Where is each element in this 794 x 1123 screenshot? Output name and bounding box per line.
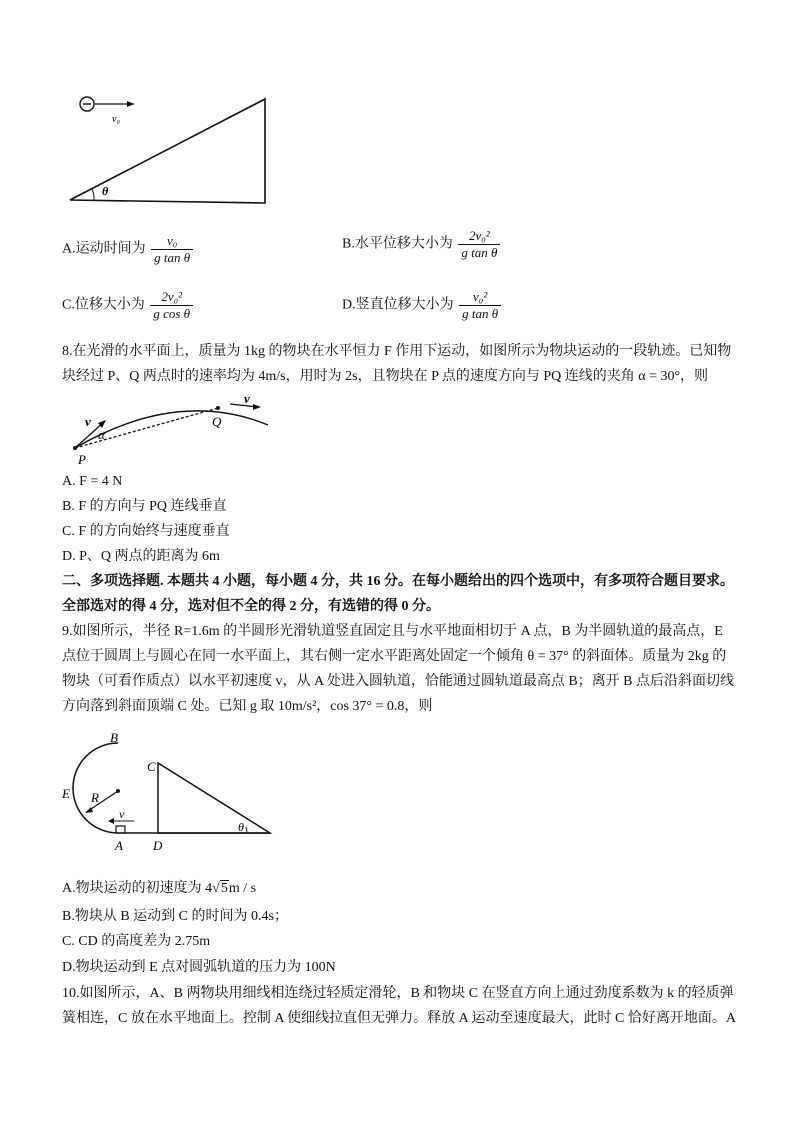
svg-text:A: A bbox=[115, 838, 123, 853]
block bbox=[116, 826, 125, 833]
theta-arc bbox=[92, 189, 94, 200]
q9-stem-line3: 物块（可看作质点）以水平初速度 v，从 A 处进入圆轨道，恰能通过圆轨道最高点 B；离开 B 点后沿斜面切线 bbox=[62, 674, 735, 689]
q9-stem-line4: 方向落到斜面顶端 C 处。已知 g 取 10m/s²，cos 37° = 0.8，则 bbox=[62, 699, 433, 714]
svg-text:R: R bbox=[91, 790, 99, 805]
sqrt-sign: √ bbox=[212, 881, 220, 896]
q9-option-b[interactable]: B.物块从 B 运动到 C 的时间为 0.4s； bbox=[62, 909, 288, 924]
q7-opt-a-fraction: $\frac{\text{v₀}}{\text{g tan θ}}$ bbox=[151, 233, 193, 266]
incline-body bbox=[158, 763, 270, 833]
q10-stem-line2: 簧相连，C 放在水平地面上。控制 A 使细线拉直但无弹力。释放 A 运动至速度最大，此时 C 恰好离开地面。A bbox=[62, 1011, 736, 1026]
q8-option-d[interactable]: D. P、Q 两点的距离为 6m bbox=[62, 549, 220, 564]
q7-option-c[interactable]: C.位移大小为 $\frac{\text{2v₀²}}{\text{g cos θ}}$ bbox=[62, 289, 193, 322]
theta-label: θ bbox=[102, 184, 109, 198]
q7-option-a[interactable]: A.运动时间为 $\frac{\text{v₀}}{\text{g tan θ}}$ bbox=[62, 233, 193, 266]
q8-stem-line2: 块经过 P、Q 两点时的速率均为 4m/s，用时为 2s，且物块在 P 点的速度方向与 PQ 连线的夹角 α = 30°，则 bbox=[62, 369, 709, 384]
section2-heading-line2: 全部选对的得 4 分，选对但不全的得 2 分，有选错的得 0 分。 bbox=[62, 599, 440, 614]
q8-option-b[interactable]: B. F 的方向与 PQ 连线垂直 bbox=[62, 499, 227, 514]
q7-opt-c-fraction: $\frac{\text{2v₀²}}{\text{g cos θ}}$ bbox=[150, 289, 193, 322]
v0-label: v₀ bbox=[112, 114, 120, 125]
svg-text:v: v bbox=[85, 414, 91, 429]
q9-option-a[interactable]: A.物块运动的初速度为 4√5m / s bbox=[62, 881, 257, 896]
q7-opt-d-fraction: $\frac{\text{v₀²}}{\text{g tan θ}}$ bbox=[459, 289, 501, 322]
q8-trajectory-figure bbox=[68, 392, 278, 467]
q7-opt-b-fraction: $\frac{\text{2v₀²}}{\text{g tan θ}}$ bbox=[458, 228, 500, 261]
svg-text:P: P bbox=[78, 452, 86, 467]
svg-text:v: v bbox=[244, 392, 250, 406]
q8-option-a[interactable]: A. F = 4 N bbox=[62, 474, 123, 489]
svg-text:C: C bbox=[147, 759, 156, 774]
q8-stem-line1: 8.在光滑的水平面上，质量为 1kg 的物块在水平恒力 F 作用下运动，如图所示为物块运动的一段轨迹。已知物 bbox=[62, 344, 732, 359]
svg-text:Q: Q bbox=[212, 414, 222, 429]
q7-option-b[interactable]: B.水平位移大小为 $\frac{\text{2v₀²}}{\text{g tan θ}}$ bbox=[342, 228, 500, 261]
svg-text:v: v bbox=[119, 807, 125, 821]
q7-option-d[interactable]: D.竖直位移大小为 $\frac{\text{v₀²}}{\text{g tan θ}}$ bbox=[342, 289, 501, 322]
q10-stem-line1: 10.如图所示，A、B 两物块用细线相连绕过轻质定滑轮，B 和物块 C 在竖直方向上通过劲度系数为 k 的轻质弹 bbox=[62, 986, 734, 1001]
q8-option-c[interactable]: C. F 的方向始终与速度垂直 bbox=[62, 524, 230, 539]
svg-text:E: E bbox=[62, 786, 70, 801]
q7-incline-figure bbox=[60, 85, 290, 210]
q9-stem-line2: 点位于圆周上与圆心在同一水平面上，其右侧一定水平距离处固定一个倾角 θ = 37° 的斜面体。质量为 2kg 的 bbox=[62, 649, 727, 664]
section2-heading-line1: 二、多项选择题. 本题共 4 小题，每小题 4 分，共 16 分。在每小题给出的四个选项中，有多项符合题目要求。 bbox=[62, 574, 734, 589]
svg-text:D: D bbox=[153, 838, 163, 853]
q9-stem-line1: 9.如图所示，半径 R=1.6m 的半圆形光滑轨道竖直固定且与水平地面相切于 A 点，B 为半圆轨道的最高点，E bbox=[62, 624, 723, 639]
svg-text:B: B bbox=[110, 730, 118, 745]
incline-triangle bbox=[70, 99, 265, 203]
q9-track-figure bbox=[60, 728, 280, 858]
q9-option-c[interactable]: C. CD 的高度差为 2.75m bbox=[62, 934, 211, 949]
q9-option-d[interactable]: D.物块运动到 E 点对圆弧轨道的压力为 100N bbox=[62, 960, 336, 975]
theta-arc bbox=[246, 827, 247, 833]
svg-text:α: α bbox=[98, 427, 105, 442]
svg-text:θ: θ bbox=[238, 820, 244, 834]
